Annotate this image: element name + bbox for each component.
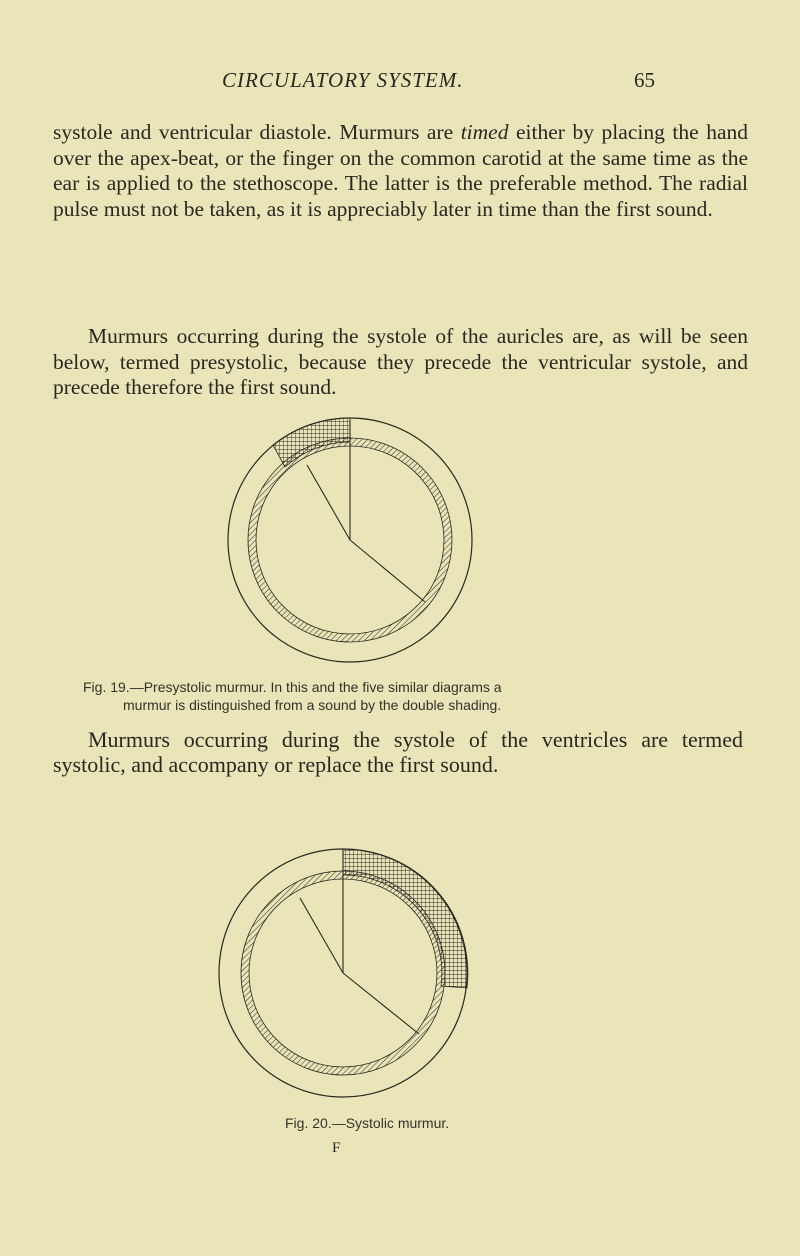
- figure-20-caption: Fig. 20.—Systolic murmur.: [285, 1115, 450, 1131]
- figure-20-diagram: [205, 838, 480, 1103]
- paragraph-text: systole and ventricular diastole. Murmurs are: [53, 120, 461, 144]
- signature-mark: F: [332, 1140, 341, 1156]
- paragraph-presystolic: Murmurs occurring during the systole of the auricles are, as will be seen below, termed presystolic, because they precede the ventricular systole, and precede therefore the first sound.: [53, 324, 748, 400]
- figure-19-caption: [83, 678, 723, 714]
- paragraph-timing: [53, 120, 748, 222]
- figure-19-diagram: [215, 405, 485, 667]
- running-header: CIRCULATORY SYSTEM.: [222, 68, 464, 92]
- caption-line: murmur is distinguished from a sound by the double shading.: [123, 697, 502, 713]
- paragraph-text: either by placing the hand over the apex-beat, or the finger on the common carotid at the same time as the ear is applied to the stethoscope. The latter is the preferable method. The radial pulse must not be taken, as it is appreciably later in time than the first sound.: [53, 120, 748, 221]
- page-number: 65: [634, 68, 655, 92]
- emphasis-word: timed: [460, 120, 509, 144]
- caption-line: Fig. 19.—Presystolic murmur. In this and the five similar diagrams a: [83, 679, 502, 695]
- paragraph-systolic: Murmurs occurring during the systole of the ventricles are termed systolic, and accompany or replace the first sound.: [53, 727, 743, 778]
